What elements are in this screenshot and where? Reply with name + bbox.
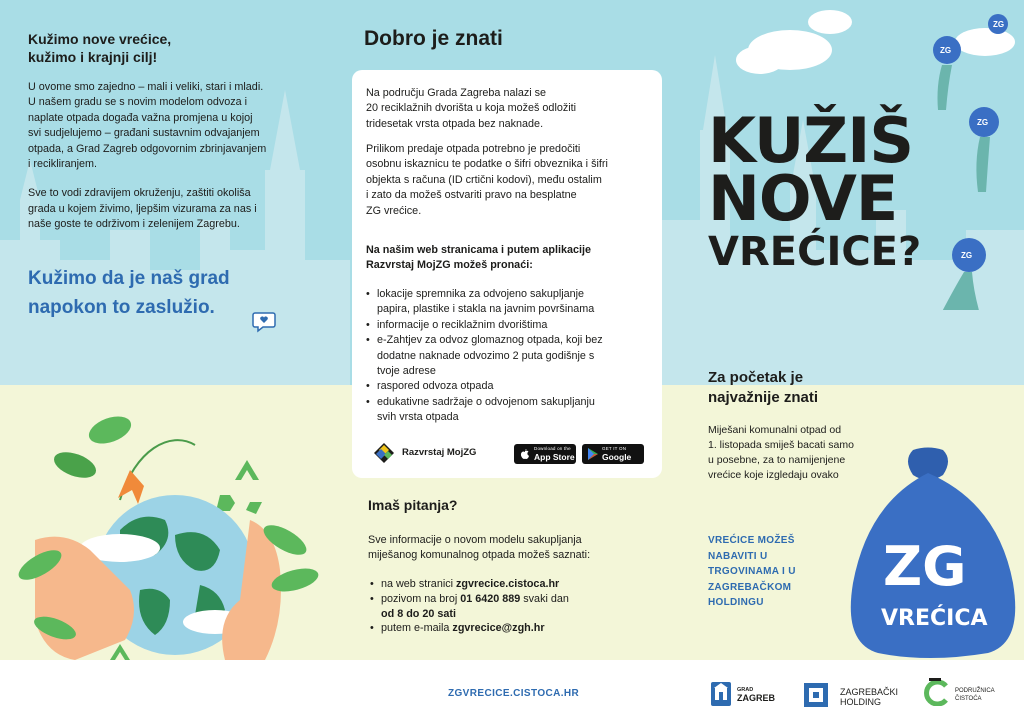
chat-heart-icon <box>252 311 276 333</box>
card-web-heading: Na našim web stranicama i putem aplikacije Razvrstaj MojZG možeš pronaći: <box>366 244 592 272</box>
list-item: • lokacije spremnika za odvojeno sakupljanje papira, plastike i stakla na javnim površinama <box>366 287 652 318</box>
google-play-icon <box>587 448 599 460</box>
left-heading: Kužimo nove vrećice, kužimo i krajnji cilj! <box>28 31 172 65</box>
dobro-je-znati-title: Dobro je znati <box>364 27 503 50</box>
holding-label: ZAGREBAČKI HOLDING <box>840 687 899 707</box>
card-paragraph-2: Prilikom predaje otpada potrebno je predočiti osobnu iskaznicu te podatke o šifri obveznika i šifri objekta s računa (ID crtični kodovi), među ostalim i zato da možeš ostvariti pravo na besplatne ZG vrećice. <box>366 143 608 217</box>
cistoca-logo-icon <box>920 676 950 706</box>
info-card <box>352 70 662 478</box>
google-play-button[interactable]: GET IT ON Google Play <box>582 444 644 464</box>
list-item: • raspored odvoza otpada <box>366 379 652 394</box>
floating-people-with-bags-illustration <box>914 10 1024 310</box>
bag-word: VREĆICA <box>881 606 988 631</box>
email-link[interactable]: zgvrecice@zgh.hr <box>452 622 545 635</box>
bag-zg-logo: ZG <box>883 535 967 598</box>
left-quote: Kužimo da je naš grad napokon to zaslužio. <box>28 268 230 318</box>
mini-bag-label: ZG <box>993 20 1005 29</box>
questions-text: Sve informacije o novom modelu sakupljanja miješanog komunalnog otpada možeš saznati: <box>368 534 591 562</box>
cistoca-label: PODRUŽNICA ČISTOĆA <box>955 688 995 702</box>
questions-title: Imaš pitanja? <box>368 497 458 513</box>
app-store-button[interactable]: Download on the App Store <box>514 444 576 464</box>
app-download-row <box>374 442 644 472</box>
bag-info-text: Miješani komunalni otpad od 1. listopada smiješ bacati samo u posebne, za to namijenjene vrećice koje izgledaju ovako <box>708 424 854 481</box>
list-item: • e-Zahtjev za odvoz glomaznog otpada, koji bez dodatne naknade odvozimo 2 puta godišnje s tvoje adrese <box>366 333 652 379</box>
footer-url-link[interactable]: ZGVRECICE.CISTOCA.HR <box>448 688 580 699</box>
holding-logo-icon <box>803 680 831 710</box>
contact-list <box>368 577 658 636</box>
left-column <box>28 30 318 233</box>
contact-web: • na web stranici zgvrecice.cistoca.hr <box>368 577 658 592</box>
phone-number[interactable]: 01 6420 889 <box>460 592 521 605</box>
card-feature-list <box>366 287 652 426</box>
zg-bag-illustration <box>843 445 1018 660</box>
mini-bag-label: ZG <box>977 118 989 127</box>
mini-bag-label: ZG <box>940 46 952 55</box>
list-item: • informacije o reciklažnim dvorištima <box>366 318 652 333</box>
grad-label: GRAD <box>737 687 754 693</box>
earth-in-hands-illustration <box>0 390 340 680</box>
za-pocetak-title: Za početak je najvažnije znati <box>708 369 819 406</box>
app-name: Razvrstaj MojZG <box>402 447 477 458</box>
buy-info: VREĆICE MOŽEŠ NABAVITI U TRGOVINAMA I U ZAGREBAČKOM HOLDINGU <box>708 535 796 609</box>
apple-icon <box>519 448 531 460</box>
mini-bag-label: ZG <box>961 251 973 260</box>
list-item: • edukativne sadržaje o odvojenom sakupljanju svih vrsta otpada <box>366 395 652 426</box>
contact-phone: • pozivom na broj 01 6420 889 svaki dan od 8 do 20 sati <box>368 592 658 622</box>
zagreb-coat-of-arms-icon <box>710 680 732 710</box>
web-link[interactable]: zgvrecice.cistoca.hr <box>456 578 560 590</box>
left-paragraph-1: U ovome smo zajedno – mali i veliki, stari i mladi. U našem gradu se s novim modelom odvoza i naplate otpada događa važna promjena u kojoj svi sudjelujemo – građani sustavnim odvajanjem otpada, a Grad Zagreb odgovornim zbrinjavanjem i recikliranjem. <box>28 81 267 171</box>
left-paragraph-2: Sve to vodi zdravijem okruženju, zaštiti okoliša grada u kojem živimo, ljepšim vizurama za nas i naše goste te održivom i zelenijem Zagrebu. <box>28 187 257 231</box>
zagreb-label: ZAGREB <box>737 693 775 703</box>
razvrstaj-app-logo-icon <box>374 443 394 463</box>
contact-email: • putem e-maila zgvrecice@zgh.hr <box>368 621 658 636</box>
card-paragraph-1: Na području Grada Zagreba nalazi se 20 reciklažnih dvorišta u koja možeš odložiti tridesetak vrsta otpada bez naknade. <box>366 87 577 130</box>
main-title: KUŽIŠ NOVE VREĆICE? <box>708 104 922 275</box>
